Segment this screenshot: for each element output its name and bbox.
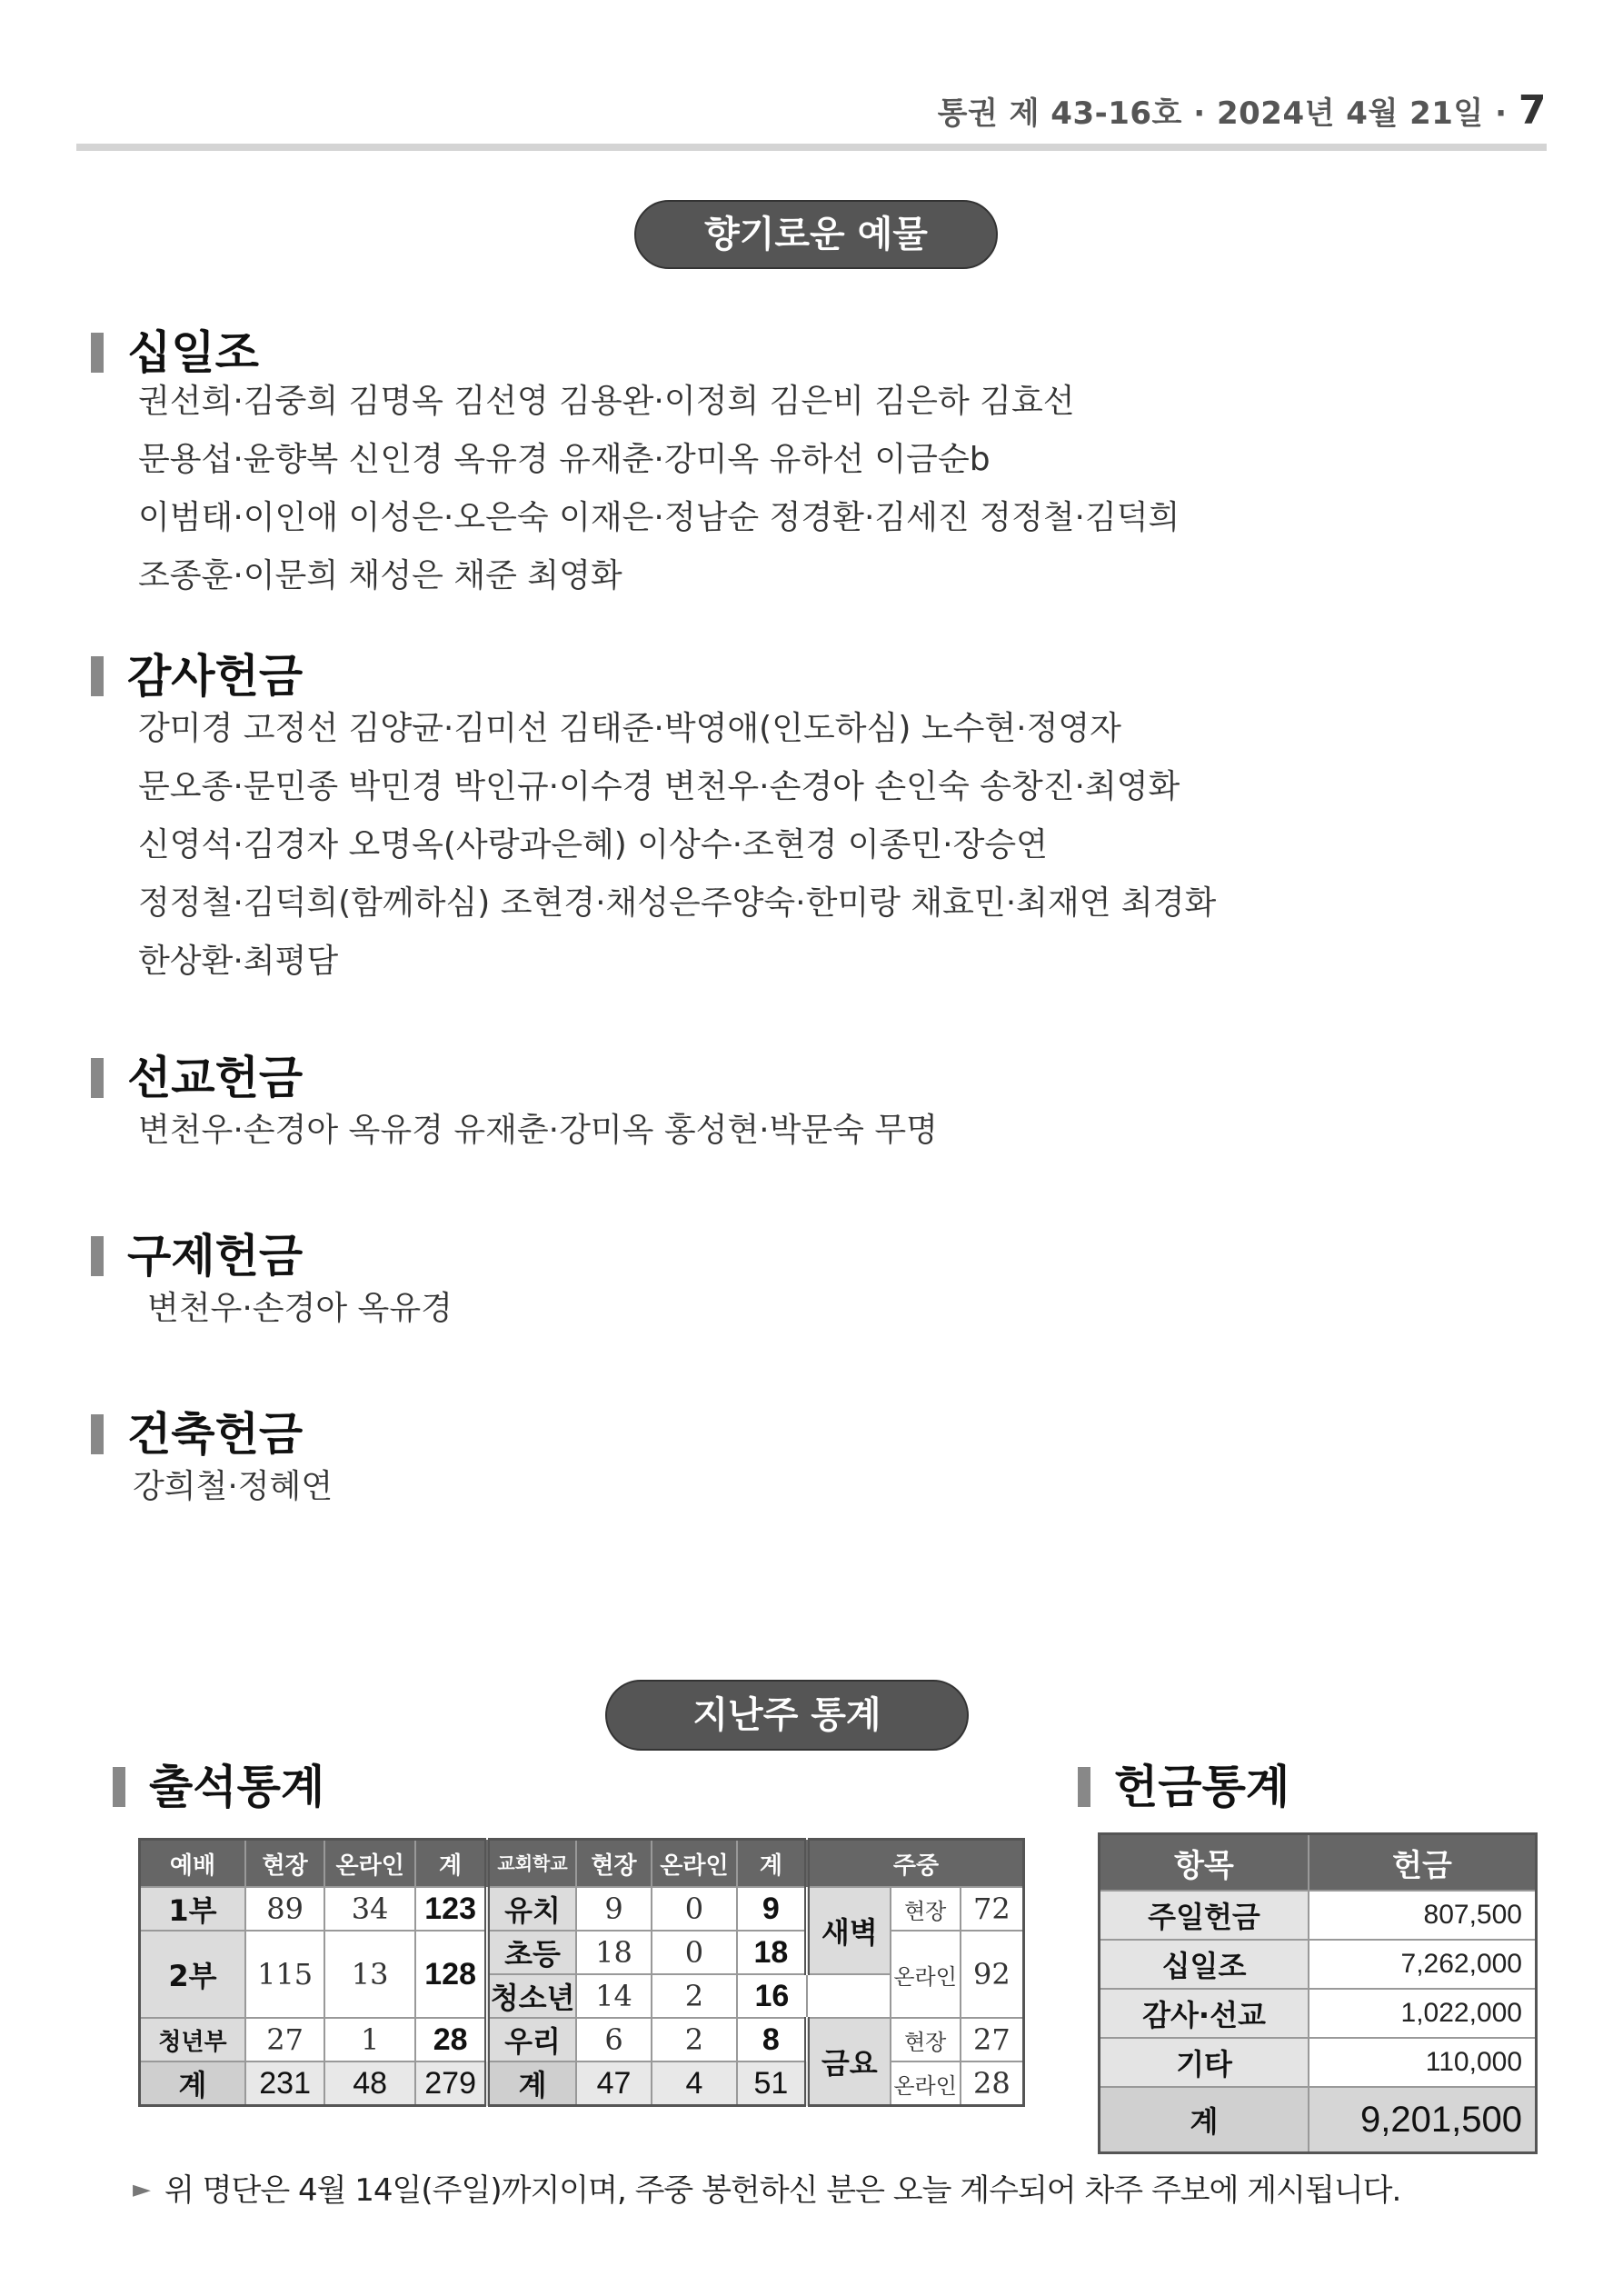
bar-marker [1078,1767,1090,1807]
cell-value: 18 [737,1931,807,1974]
name-line: 이범태·이인애 이성은·오은숙 이재은·정남순 정경환·김세진 정정철·김덕희 [138,499,1180,536]
name-line: 권선희·김중희 김명옥 김선영 김용완·이정희 김은비 김은하 김효선 [138,383,1075,420]
table-row [140,1931,1024,1974]
offering-stats-title [1078,1751,1289,1816]
col-header: 온라인 [324,1840,415,1888]
mission-names [138,1102,938,1160]
cell-value: 2 [652,1974,737,2018]
offering-header-row [1100,1834,1537,1892]
col-header: 주중 [807,1840,1023,1888]
section-title-text: 구제헌금 [127,1230,304,1283]
row-label: 우리 [487,2018,576,2061]
issue-header [938,87,1547,134]
attendance-table [138,1838,1025,2107]
name-line: 변천우·손경아 옥유경 [147,1290,453,1327]
name-line: 변천우·손경아 옥유경 유재춘·강미옥 홍성현·박문숙 무명 [138,1112,938,1149]
section-title-text: 선교헌금 [127,1052,304,1104]
cell-value: 9 [737,1887,807,1931]
row-label: 새벽 [807,1887,891,1974]
row-label: 유치 [487,1887,576,1931]
offering-total: 9,201,500 [1309,2087,1537,2153]
cell-value: 27 [245,2018,324,2061]
table-row [1100,1989,1537,2038]
table-row [140,2018,1024,2061]
cell-value: 128 [415,1931,487,2018]
cell-value: 28 [415,2018,487,2061]
offering-amount: 7,262,000 [1309,1940,1537,1989]
bar-marker [113,1767,125,1807]
row-label: 청소년 [487,1974,576,2018]
offering-item: 감사·선교 [1100,1989,1309,2038]
offering-amount: 110,000 [1309,2038,1537,2087]
cell-value: 28 [961,2061,1024,2106]
offering-item: 기타 [1100,2038,1309,2087]
cell-value: 6 [576,2018,652,2061]
offering-item: 계 [1100,2087,1309,2153]
bar-marker [91,656,104,696]
cell-value: 27 [961,2018,1024,2061]
offering-item: 십일조 [1100,1940,1309,1989]
cell-value: 14 [576,1974,652,2018]
sub-label: 온라인 [891,2061,961,2106]
section-title-text: 출석통계 [149,1761,325,1813]
cell-value: 2 [652,2018,737,2061]
table-row [1100,2038,1537,2087]
name-line: 문오종·문민종 박민경 박인규·이수경 변천우·손경아 손인숙 송창진·최영화 [138,768,1180,805]
stats-heading: 지난주 통계 [605,1680,969,1751]
total-row [1100,2087,1537,2153]
header-divider [76,144,1547,151]
thanks-names [138,700,1216,991]
section-title-text: 감사헌금 [127,650,304,703]
row-label: 1부 [140,1887,245,1931]
offering-amount: 807,500 [1309,1891,1537,1940]
section-relief-title [91,1220,303,1285]
col-header: 예배 [140,1840,245,1888]
tithe-names [138,373,1180,605]
attendance-header-row [140,1840,1024,1888]
sub-label: 현장 [891,1887,961,1931]
cell-value: 13 [324,1931,415,2018]
cell-value: 89 [245,1887,324,1931]
section-title-text: 헌금통계 [1114,1761,1290,1813]
name-line: 정정철·김덕희(함께하심) 조현경·채성은주양숙·한미랑 채효민·최재연 최경화 [138,884,1217,922]
bar-marker [91,1058,104,1098]
row-label: 2부 [140,1931,245,2018]
col-header: 항목 [1100,1834,1309,1892]
bar-marker [91,333,104,373]
col-header: 계 [415,1840,487,1888]
cell-value: 4 [652,2061,737,2106]
cell-value: 8 [737,2018,807,2061]
offerings-heading: 향기로운 예물 [634,200,998,269]
cell-value: 92 [961,1931,1024,2018]
offering-stats-table [1098,1832,1538,2154]
cell-value: 9 [576,1887,652,1931]
section-title-text: 건축헌금 [127,1408,304,1461]
table-row [1100,1891,1537,1940]
cell-value: 123 [415,1887,487,1931]
total-row [140,2061,1024,2106]
name-line: 한상환·최평담 [138,943,339,980]
name-line: 문용섭·윤향복 신인경 옥유경 유재춘·강미옥 유하선 이금순b [138,441,991,478]
cell-value: 72 [961,1887,1024,1931]
cell-value: 0 [652,1931,737,1974]
col-header: 교회학교 [487,1840,576,1888]
page-number: 7 [1518,87,1547,134]
triangle-bullet-icon: ► [133,2176,150,2203]
section-thanks-title [91,640,303,705]
building-names [133,1458,333,1516]
col-header: 헌금 [1309,1834,1537,1892]
col-header: 현장 [576,1840,652,1888]
cell-value: 115 [245,1931,324,2018]
cell-value: 279 [415,2061,487,2106]
cell-value: 0 [652,1887,737,1931]
sub-label: 현장 [891,2018,961,2061]
cell-value: 1 [324,2018,415,2061]
row-label: 청년부 [140,2018,245,2061]
cell-value: 51 [737,2061,807,2106]
cell-value: 34 [324,1887,415,1931]
name-line: 조종훈·이문희 채성은 채준 최영화 [138,557,622,594]
name-line: 강희철·정혜연 [133,1468,334,1505]
table-row [140,1887,1024,1931]
row-label: 초등 [487,1931,576,1974]
attendance-title [113,1751,324,1816]
cell-value: 18 [576,1931,652,1974]
bar-marker [91,1414,104,1454]
issue-info: 통권 제 43-16호 · 2024년 4월 21일 · [937,95,1518,132]
offering-item: 주일헌금 [1100,1891,1309,1940]
row-label: 계 [140,2061,245,2106]
section-building-title [91,1398,303,1463]
name-line: 신영석·김경자 오명옥(사랑과은혜) 이상수·조현경 이종민·장승연 [138,826,1048,863]
sub-label: 온라인 [891,1931,961,2018]
name-line: 강미경 고정선 김양균·김미선 김태준·박영애(인도하심) 노수현·정영자 [138,710,1121,747]
section-title-text: 십일조 [127,326,259,379]
table-row [1100,1940,1537,1989]
offering-amount: 1,022,000 [1309,1989,1537,2038]
col-header: 계 [737,1840,807,1888]
relief-names [147,1280,453,1338]
row-label: 금요 [807,2018,891,2106]
col-header: 온라인 [652,1840,737,1888]
bar-marker [91,1236,104,1276]
footnote [133,2165,1400,2210]
cell-value: 47 [576,2061,652,2106]
section-mission-title [91,1042,303,1107]
row-label: 계 [487,2061,576,2106]
col-header: 현장 [245,1840,324,1888]
footnote-text: 위 명단은 4월 14일(주일)까지이며, 주중 봉헌하신 분은 오늘 계수되어 차주 주보에 게시됩니다. [164,2172,1401,2209]
cell-value: 16 [737,1974,807,2018]
cell-value: 231 [245,2061,324,2106]
cell-value: 48 [324,2061,415,2106]
